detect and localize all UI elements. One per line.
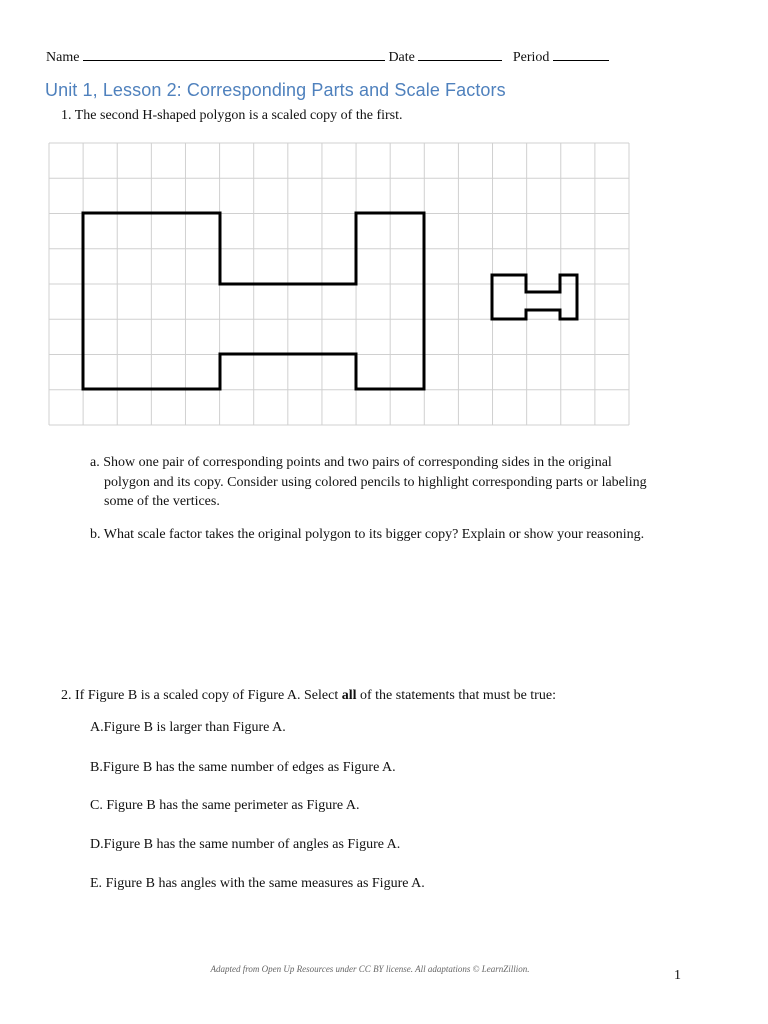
q1b-marker: b.	[90, 527, 101, 542]
option-text: Figure B has the same number of angles as Figure A.	[103, 837, 401, 852]
question-2-prompt	[61, 688, 556, 704]
date-blank[interactable]	[418, 46, 502, 61]
q2-option-b[interactable]	[90, 760, 396, 776]
q2-prompt-post: of the statements that must be true:	[356, 688, 556, 703]
q1a-line-1: Show one pair of corresponding points and two pairs of corresponding sides in the original	[103, 455, 612, 470]
option-text: Figure B has angles with the same measures as Figure A.	[105, 876, 425, 891]
footer-attribution: Adapted from Open Up Resources under CC BY license. All adaptations © LearnZillion.	[210, 964, 530, 974]
lesson-title: Unit 1, Lesson 2: Corresponding Parts and Scale Factors	[45, 80, 506, 100]
option-letter: B.	[90, 760, 103, 775]
q1a-line-3: some of the vertices.	[104, 494, 220, 509]
question-1b	[90, 525, 750, 545]
q2-option-c[interactable]	[90, 798, 359, 814]
period-blank[interactable]	[553, 46, 609, 61]
name-blank[interactable]	[83, 46, 385, 61]
header-fields	[46, 46, 609, 66]
q1a-marker: a.	[90, 455, 100, 470]
question-1a	[90, 453, 740, 512]
option-text: Figure B has the same perimeter as Figure A.	[106, 798, 360, 813]
q2-option-d[interactable]	[90, 837, 400, 853]
option-text: Figure B is larger than Figure A.	[103, 720, 286, 735]
small-h-polygon	[492, 275, 577, 319]
name-label: Name	[46, 50, 80, 65]
q2-prompt-bold: all	[341, 688, 357, 703]
option-letter: A.	[90, 720, 104, 735]
q1a-line-2: polygon and its copy. Consider using colored pencils to highlight corresponding parts or labeling	[104, 474, 647, 490]
grid-figure	[48, 142, 630, 426]
q2-option-e[interactable]	[90, 876, 425, 892]
period-label: Period	[512, 50, 550, 65]
polygon-grid	[48, 142, 630, 426]
option-letter: D.	[90, 837, 104, 852]
question-1-prompt: 1. The second H-shaped polygon is a scaled copy of the first.	[61, 108, 403, 123]
option-letter: E.	[90, 876, 103, 891]
date-label: Date	[388, 50, 415, 65]
option-text: Figure B has the same number of edges as Figure A.	[102, 760, 396, 775]
option-letter: C.	[90, 798, 103, 813]
q2-prompt-pre: 2. If Figure B is a scaled copy of Figure A. Select	[61, 688, 342, 703]
page-number: 1	[674, 968, 681, 983]
q2-option-a[interactable]	[90, 720, 286, 736]
q1b-text: What scale factor takes the original polygon to its bigger copy? Explain or show your reasoning.	[103, 527, 645, 542]
